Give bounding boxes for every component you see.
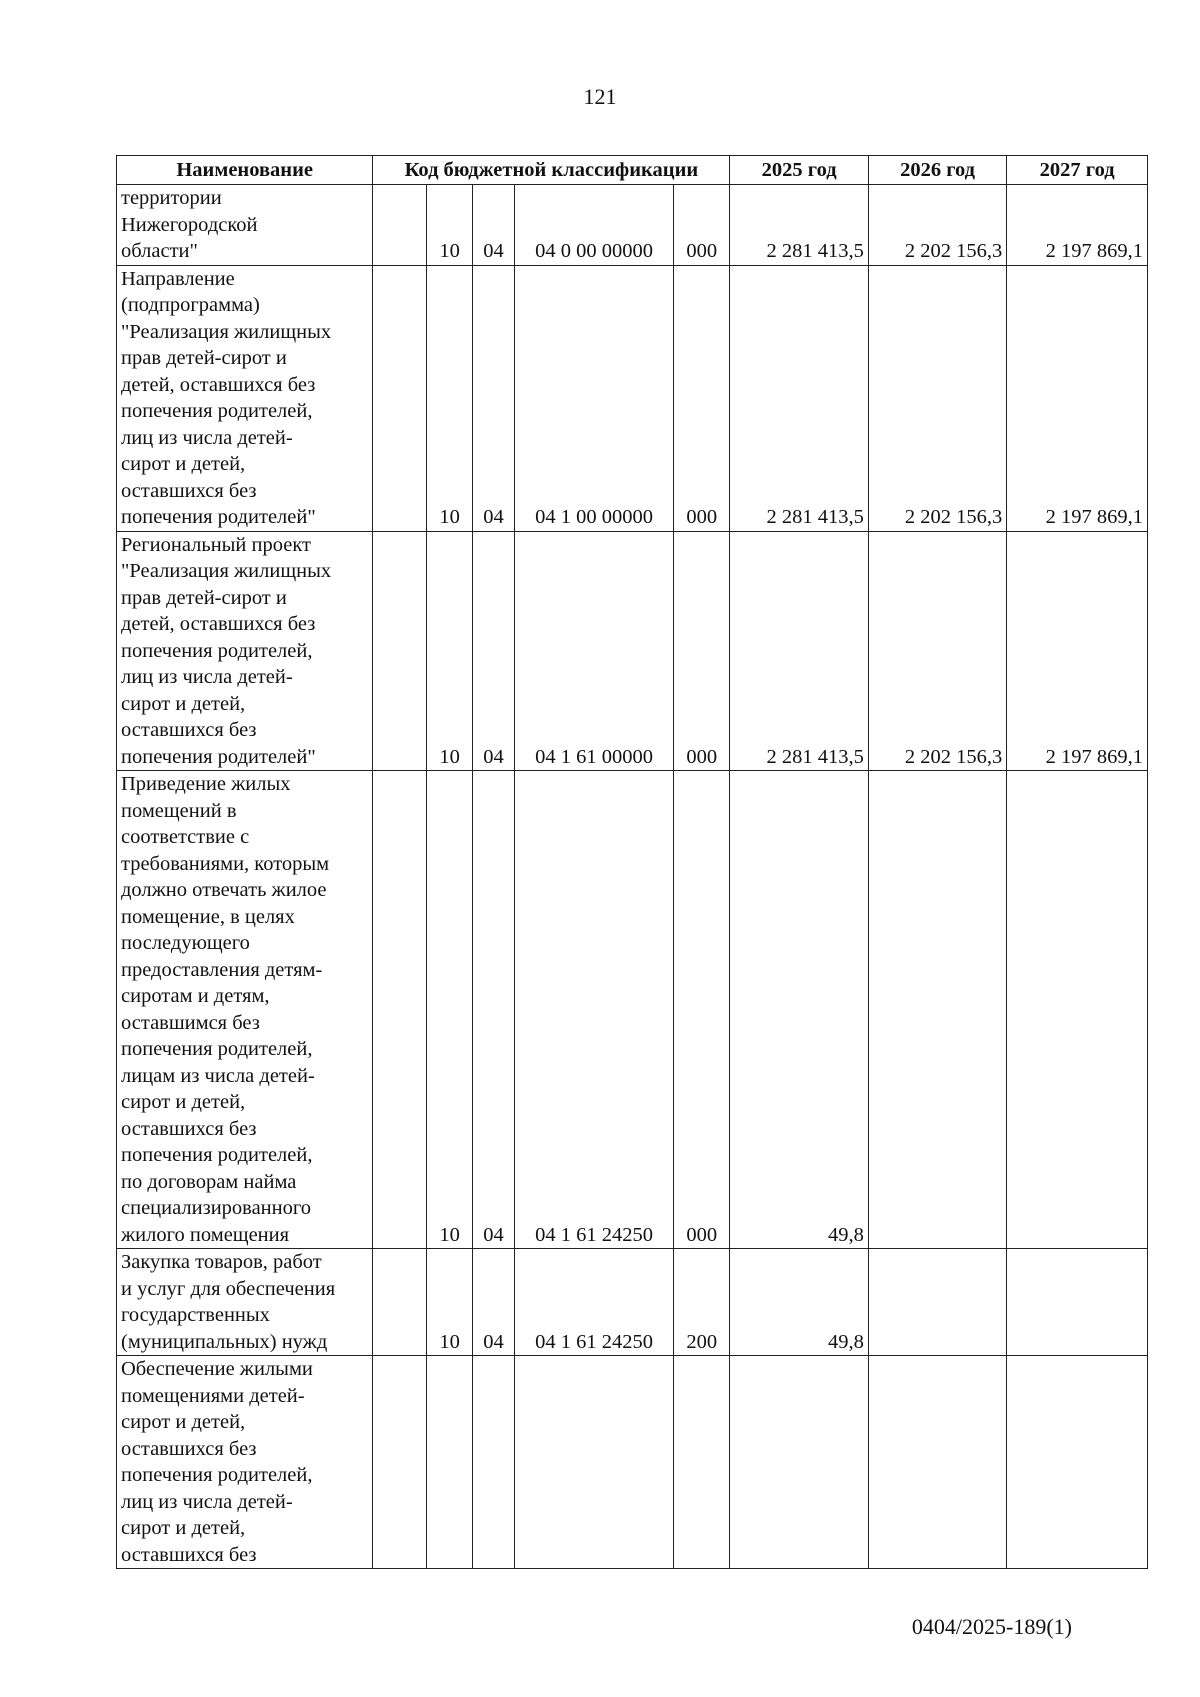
row-target-article-cell: 04 1 00 00000 bbox=[515, 265, 674, 531]
row-code-1-cell bbox=[373, 531, 427, 771]
row-name-cell: территории Нижегородской области" bbox=[117, 185, 373, 266]
row-section-cell: 10 bbox=[427, 1249, 472, 1356]
row-code-1-cell bbox=[373, 185, 427, 266]
row-subsection-cell: 04 bbox=[472, 1249, 514, 1356]
table-row bbox=[117, 771, 1148, 1249]
row-code-1-cell bbox=[373, 1356, 427, 1569]
row-subsection-cell: 04 bbox=[472, 531, 514, 771]
row-target-article-cell bbox=[515, 1356, 674, 1569]
table-row bbox=[117, 1249, 1148, 1356]
row-2026-cell bbox=[868, 1249, 1006, 1356]
row-section-cell bbox=[427, 1356, 472, 1569]
row-subsection-cell: 04 bbox=[472, 265, 514, 531]
table-row bbox=[117, 265, 1148, 531]
row-code-1-cell bbox=[373, 771, 427, 1249]
header-name: Наименование bbox=[117, 156, 373, 185]
header-code: Код бюджетной классификации bbox=[373, 156, 730, 185]
row-name-cell: Региональный проект "Реализация жилищных прав детей-сирот и детей, оставшихся без попечения родителей, лиц из числа детей- сирот и детей, оставшихся без попечения родителей" bbox=[117, 531, 373, 771]
row-2027-cell: 2 197 869,1 bbox=[1007, 531, 1148, 771]
table-row bbox=[117, 1356, 1148, 1569]
row-subsection-cell: 04 bbox=[472, 185, 514, 266]
row-expense-type-cell: 000 bbox=[674, 185, 730, 266]
row-section-cell: 10 bbox=[427, 265, 472, 531]
budget-table bbox=[116, 155, 1148, 1569]
row-2027-cell: 2 197 869,1 bbox=[1007, 185, 1148, 266]
table-body bbox=[117, 185, 1148, 1569]
row-target-article-cell: 04 1 61 24250 bbox=[515, 1249, 674, 1356]
row-2026-cell: 2 202 156,3 bbox=[868, 531, 1006, 771]
row-section-cell: 10 bbox=[427, 185, 472, 266]
row-2026-cell: 2 202 156,3 bbox=[868, 185, 1006, 266]
header-2025: 2025 год bbox=[730, 156, 868, 185]
table-row bbox=[117, 185, 1148, 266]
row-target-article-cell: 04 0 00 00000 bbox=[515, 185, 674, 266]
row-target-article-cell: 04 1 61 24250 bbox=[515, 771, 674, 1249]
row-subsection-cell bbox=[472, 1356, 514, 1569]
row-section-cell: 10 bbox=[427, 771, 472, 1249]
row-2026-cell bbox=[868, 771, 1006, 1249]
row-section-cell: 10 bbox=[427, 531, 472, 771]
row-2025-cell: 49,8 bbox=[730, 771, 868, 1249]
row-2027-cell bbox=[1007, 1249, 1148, 1356]
row-name-cell: Приведение жилых помещений в соответствие с требованиями, которым должно отвечать жилое помещение, в целях последующего предоставления детям- сиротам и детям, оставшимся без попечения родителей, лицам из числа детей- сирот и детей, оставшихся без попечения родителей, по договорам найма специализированного жилого помещения bbox=[117, 771, 373, 1249]
row-2025-cell bbox=[730, 1356, 868, 1569]
row-2026-cell: 2 202 156,3 bbox=[868, 265, 1006, 531]
row-name-cell: Закупка товаров, работ и услуг для обеспечения государственных (муниципальных) нужд bbox=[117, 1249, 373, 1356]
row-name-cell: Обеспечение жилыми помещениями детей- сирот и детей, оставшихся без попечения родителей, лиц из числа детей- сирот и детей, оставшихся без bbox=[117, 1356, 373, 1569]
row-name-cell: Направление (подпрограмма) "Реализация жилищных прав детей-сирот и детей, оставшихся без попечения родителей, лиц из числа детей- сирот и детей, оставшихся без попечения родителей" bbox=[117, 265, 373, 531]
row-2025-cell: 2 281 413,5 bbox=[730, 531, 868, 771]
row-2027-cell: 2 197 869,1 bbox=[1007, 265, 1148, 531]
row-target-article-cell: 04 1 61 00000 bbox=[515, 531, 674, 771]
row-expense-type-cell: 000 bbox=[674, 771, 730, 1249]
page-number: 121 bbox=[583, 84, 617, 109]
row-2026-cell bbox=[868, 1356, 1006, 1569]
row-expense-type-cell: 000 bbox=[674, 531, 730, 771]
row-2027-cell bbox=[1007, 771, 1148, 1249]
row-subsection-cell: 04 bbox=[472, 771, 514, 1249]
header-2026: 2026 год bbox=[868, 156, 1006, 185]
document-code: 0404/2025-189(1) bbox=[911, 1614, 1072, 1639]
row-expense-type-cell: 200 bbox=[674, 1249, 730, 1356]
row-code-1-cell bbox=[373, 1249, 427, 1356]
row-2025-cell: 2 281 413,5 bbox=[730, 265, 868, 531]
row-expense-type-cell bbox=[674, 1356, 730, 1569]
table-row bbox=[117, 531, 1148, 771]
table-header-row bbox=[117, 156, 1148, 185]
row-expense-type-cell: 000 bbox=[674, 265, 730, 531]
row-2027-cell bbox=[1007, 1356, 1148, 1569]
row-code-1-cell bbox=[373, 265, 427, 531]
header-2027: 2027 год bbox=[1007, 156, 1148, 185]
row-2025-cell: 49,8 bbox=[730, 1249, 868, 1356]
row-2025-cell: 2 281 413,5 bbox=[730, 185, 868, 266]
